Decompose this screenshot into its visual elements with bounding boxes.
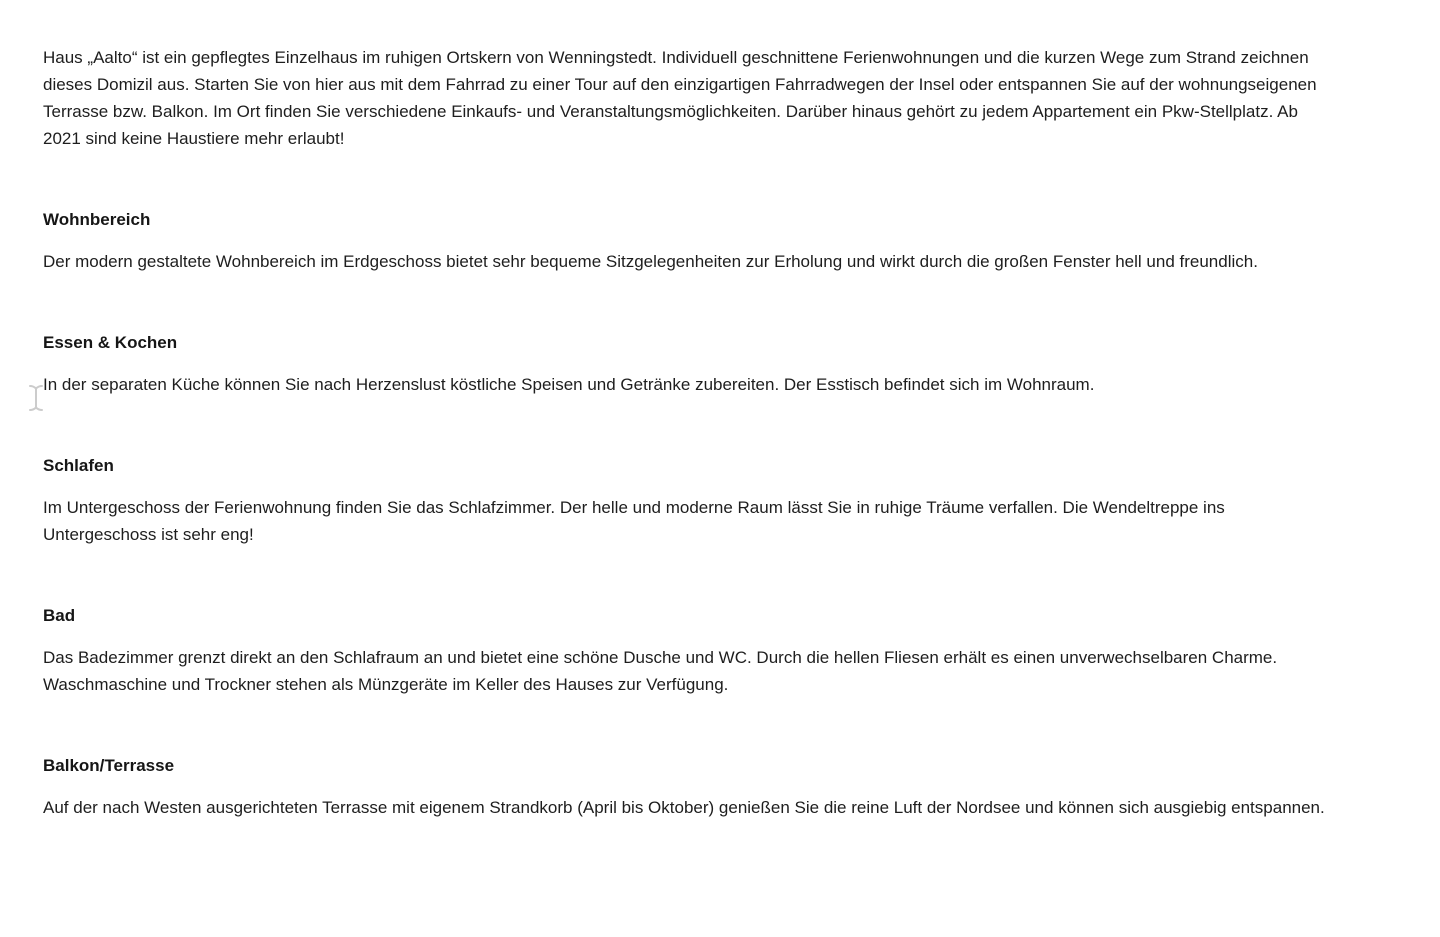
section-heading-schlafen: Schlafen	[43, 456, 114, 475]
section-body-essen-kochen: In der separaten Küche können Sie nach Herzenslust köstliche Speisen und Getränke zubereiten. Der Esstisch befindet sich im Wohnraum.	[43, 375, 1095, 394]
section-heading-essen-kochen: Essen & Kochen	[43, 333, 178, 352]
section-heading-balkon-terrasse: Balkon/Terrasse	[43, 756, 175, 775]
section-body-bad: Das Badezimmer grenzt direkt an den Schlafraum an und bietet eine schöne Dusche und WC. Durch die hellen Fliesen erhält es einen unverwechselbaren Charme. Waschmaschine und Trockner stehen als Münzgeräte im Keller des Hauses zur Verfügung.	[43, 648, 1278, 694]
i-beam-cursor-icon	[28, 384, 44, 412]
section-body-schlafen: Im Untergeschoss der Ferienwohnung finden Sie das Schlafzimmer. Der helle und moderne Raum lässt Sie in ruhige Träume verfallen. Die Wendeltreppe ins Untergeschoss ist sehr eng!	[43, 498, 1225, 544]
section-body-balkon-terrasse: Auf der nach Westen ausgerichteten Terrasse mit eigenem Strandkorb (April bis Oktober) genießen Sie die reine Luft der Nordsee und können sich ausgiebig entspannen.	[43, 798, 1325, 817]
document-page	[43, 44, 1333, 821]
section-bad	[43, 602, 1333, 698]
section-essen-kochen	[43, 329, 1333, 398]
section-body-wohnbereich: Der modern gestaltete Wohnbereich im Erdgeschoss bietet sehr bequeme Sitzgelegenheiten zur Erholung und wirkt durch die großen Fenster hell und freundlich.	[43, 252, 1258, 271]
section-wohnbereich	[43, 206, 1333, 275]
section-heading-wohnbereich: Wohnbereich	[43, 210, 151, 229]
section-balkon-terrasse	[43, 752, 1333, 821]
intro-paragraph: Haus „Aalto“ ist ein gepflegtes Einzelhaus im ruhigen Ortskern von Wenningstedt. Individuell geschnittene Ferienwohnungen und die kurzen Wege zum Strand zeichnen dieses Domizil aus. Starten Sie von hier aus mit dem Fahrrad zu einer Tour auf den einzigartigen Fahrradwegen der Insel oder entspannen Sie auf der wohnungseigenen Terrasse bzw. Balkon. Im Ort finden Sie verschiedene Einkaufs- und Veranstaltungsmöglichkeiten. Darüber hinaus gehört zu jedem Appartement ein Pkw-Stellplatz. Ab 2021 sind keine Haustiere mehr erlaubt!	[43, 48, 1317, 148]
section-schlafen	[43, 452, 1333, 548]
section-heading-bad: Bad	[43, 606, 76, 625]
